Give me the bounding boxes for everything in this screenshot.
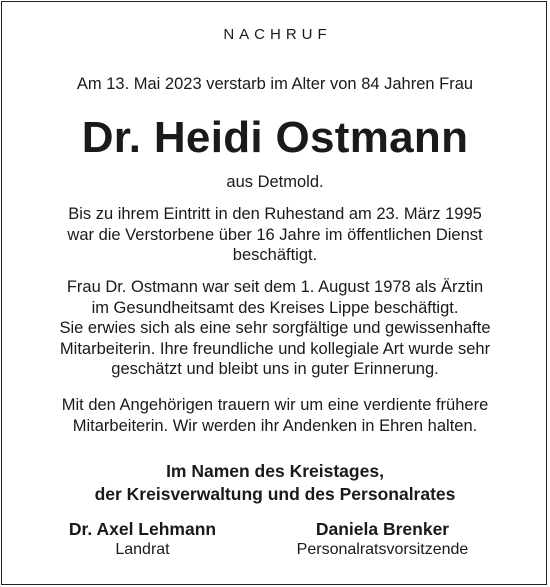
deceased-name: Dr. Heidi Ostmann (81, 113, 469, 162)
paragraph-line: war die Verstorbene über 16 Jahre im öffentlichen Dienst (67, 225, 483, 244)
paragraph-mourning (0, 395, 550, 436)
notice-heading: NACHRUF (223, 26, 332, 43)
signer-role: Personalratsvorsitzende (296, 541, 469, 558)
intro-line: Am 13. Mai 2023 verstarb im Alter von 84 Jahren Frau (76, 75, 474, 93)
paragraph-career (0, 277, 550, 380)
paragraph-line: Mit den Angehörigen trauern wir um eine verdiente frühere (61, 396, 489, 414)
signer-name: Dr. Axel Lehmann (68, 519, 217, 539)
origin-line: aus Detmold. (226, 173, 324, 191)
paragraph-line: Mitarbeiterin. Ihre freundliche und kollegiale Art wurde sehr (59, 339, 491, 358)
committee-line: Im Namen des Kreistages, (166, 461, 384, 481)
signer-landrat (40, 518, 245, 560)
paragraph-line: geschätzt und bleibt uns in guter Erinnerung. (111, 360, 439, 378)
paragraph-line: Sie erwies sich als eine sehr sorgfältige und gewissenhafte (59, 319, 491, 337)
committee-block (0, 460, 550, 506)
paragraph-line: im Gesundheitsamt des Kreises Lippe beschäftigt. (91, 298, 459, 317)
paragraph-line: beschäftigt. (232, 246, 318, 264)
committee-line: der Kreisverwaltung und des Personalrates (94, 484, 456, 504)
signer-name: Daniela Brenker (315, 519, 450, 539)
paragraph-retirement (0, 204, 550, 266)
paragraph-line: Mitarbeiterin. Wir werden ihr Andenken in Ehren halten. (72, 416, 478, 435)
signer-role: Landrat (115, 541, 170, 558)
paragraph-line: Frau Dr. Ostmann war seit dem 1. August 1978 als Ärztin (66, 278, 484, 296)
paragraph-line: Bis zu ihrem Eintritt in den Ruhestand am 23. März 1995 (68, 205, 482, 223)
signer-personalrat (265, 518, 500, 560)
